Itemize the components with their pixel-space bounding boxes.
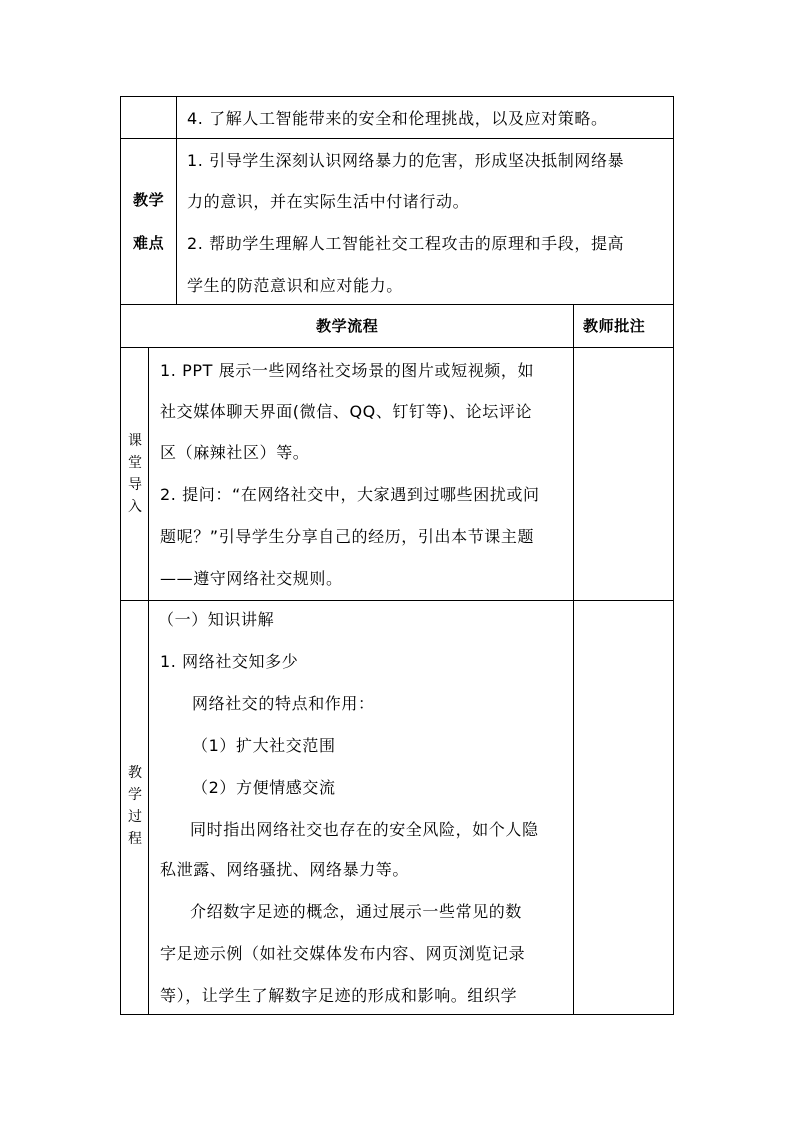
intro-line-4: 2. 提问：“在网络社交中，大家遇到过哪些困扰或问 (160, 485, 540, 504)
process-line-6: 同时指出网络社交也存在的安全风险，如个人隐 (190, 820, 539, 839)
process-line-9: 字足迹示例（如社交媒体发布内容、网页浏览记录 (160, 944, 526, 963)
difficulty-line-1: 1. 引导学生深刻认识网络暴力的危害，形成坚决抵制网络暴 (187, 151, 625, 170)
intro-line-2: 社交媒体聊天界面(微信、QQ、钉钉等)、论坛评论 (160, 402, 533, 421)
process-label-char: 学 (128, 787, 142, 803)
difficulty-line-4: 学生的防范意识和应对能力。 (187, 276, 403, 295)
intro-line-1: 1. PPT 展示一些网络社交场景的图片或短视频，如 (160, 361, 535, 380)
process-label (120, 762, 150, 850)
label-column-divider-top (176, 96, 177, 305)
table-border-right (673, 96, 674, 1015)
process-label-char: 过 (128, 809, 142, 825)
difficulty-line-3: 2. 帮助学生理解人工智能社交工程攻击的原理和手段，提高 (187, 234, 625, 253)
table-rule-3 (120, 347, 674, 348)
process-line-8: 介绍数字足迹的概念，通过展示一些常见的数 (190, 902, 523, 921)
process-line-3: 网络社交的特点和作用： (192, 694, 375, 713)
objective-item-4: 4. 了解人工智能带来的安全和伦理挑战，以及应对策略。 (187, 109, 608, 128)
intro-label-char: 堂 (128, 455, 142, 471)
process-line-1: （一）知识讲解 (158, 610, 275, 629)
header-process: 教学流程 (316, 317, 379, 335)
header-teacher-notes: 教师批注 (583, 317, 646, 335)
table-border-left (120, 96, 121, 1015)
table-border-top (120, 96, 674, 97)
table-rule-2 (120, 304, 674, 305)
notes-column-divider (573, 304, 574, 1015)
table-rule-1 (120, 138, 674, 139)
process-label-char: 教 (128, 765, 142, 781)
process-line-7: 私泄露、网络骚扰、网络暴力等。 (160, 860, 410, 879)
difficulties-label-line1: 教学 (133, 191, 165, 209)
intro-label-char: 课 (128, 433, 142, 449)
difficulty-line-2: 力的意识，并在实际生活中付诸行动。 (187, 192, 470, 211)
table-rule-4 (120, 600, 674, 601)
process-line-5: （2）方便情感交流 (192, 778, 336, 797)
intro-label (120, 430, 150, 518)
process-label-char: 程 (128, 831, 142, 847)
process-line-2: 1. 网络社交知多少 (160, 652, 299, 671)
intro-label-char: 导 (128, 477, 142, 493)
intro-line-3: 区（麻辣社区）等。 (160, 443, 310, 462)
intro-label-char: 入 (128, 499, 142, 515)
process-line-10: 等），让学生了解数字足迹的形成和影响。组织学 (160, 986, 518, 1005)
table-border-bottom (120, 1014, 674, 1015)
intro-line-5: 题呢？”引导学生分享自己的经历，引出本节课主题 (160, 527, 535, 546)
intro-line-6: ——遵守网络社交规则。 (160, 569, 343, 588)
process-line-4: （1）扩大社交范围 (192, 736, 336, 755)
difficulties-label-line2: 难点 (133, 234, 165, 252)
